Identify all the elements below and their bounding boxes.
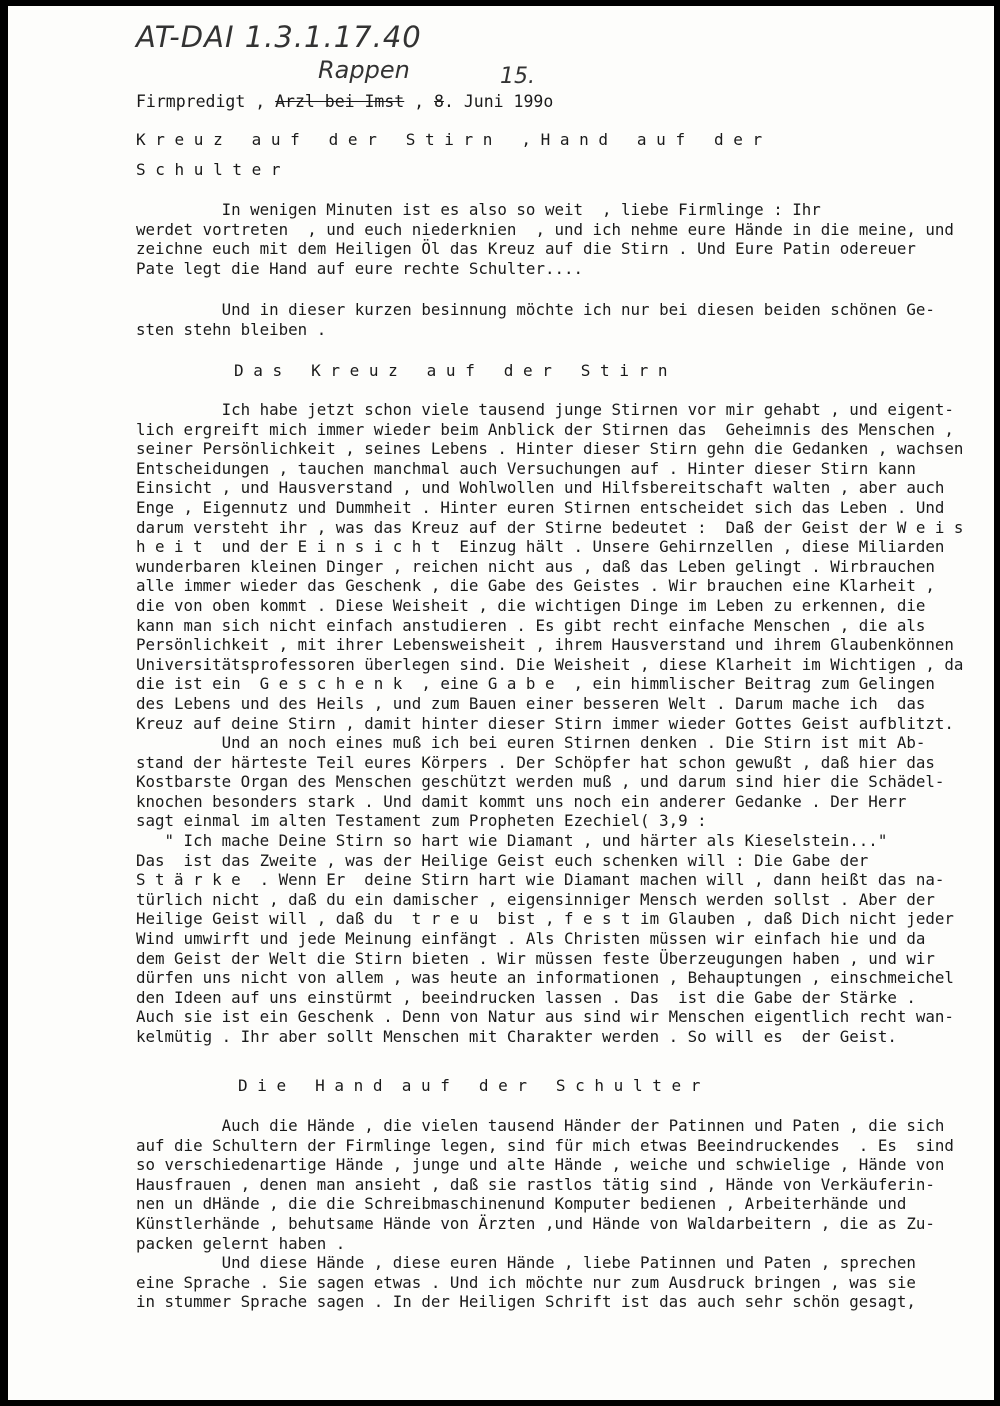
text-line: Auch die Hände , die vielen tausend Händer der Patinnen und Paten , die sich xyxy=(136,1116,945,1135)
handwritten-place-correction: Rappen xyxy=(318,56,410,84)
struck-day: 8 xyxy=(434,92,444,111)
text-line: packen gelernt haben . xyxy=(136,1233,346,1253)
main-title-line-1: K r e u z a u f d e r S t i r n , H a n d a u f d e r xyxy=(136,130,763,149)
text-line: alle immer wieder das Geschenk , die Gabe des Geistes . Wir brauchen eine Klarheit , xyxy=(136,576,935,596)
main-title-line-2: S c h u l t e r xyxy=(136,160,281,179)
text-line: knochen besonders stark . Und damit kommt uns noch ein anderer Gedanke . Der Herr xyxy=(136,791,907,811)
text-line: kann man sich nicht einfach anstudieren . Es gibt recht einfache Menschen , die als xyxy=(136,615,926,635)
text-line: die ist ein G e s c h e n k , eine G a b e , ein himmlischer Beitrag zum Gelingen xyxy=(136,674,935,694)
text-line: die von oben kommt . Diese Weisheit , die wichtigen Dinge im Leben zu erkennen, die xyxy=(136,595,926,615)
text-line: h e i t und der E i n s i c h t Einzug hält . Unsere Gehirnzellen , diese Miliarden xyxy=(136,537,945,557)
text-line: nen un dHände , die die Schreibmaschinenund Komputer bedienen , Arbeiterhände und xyxy=(136,1194,907,1214)
text-line: so verschiedenartige Hände , junge und alte Hände , weiche und schwielige , Hände von xyxy=(136,1155,945,1175)
text-line: Universitätsprofessoren überlegen sind. Die Weisheit , diese Klarheit im Wichtigen , da xyxy=(136,654,964,674)
date: . Juni 199o xyxy=(443,92,554,111)
text-line: Hausfrauen , denen man ansieht , daß sie rastlos tätig sind , Hände von Verkäuferin- xyxy=(136,1174,935,1194)
text-line: Und an noch eines muß ich bei euren Stirnen denken . Die Stirn ist mit Ab- xyxy=(136,733,926,753)
header-line: Firmpredigt , Arzl bei Imst , 8. Juni 199o xyxy=(136,92,554,111)
struck-place: Arzl bei Imst xyxy=(275,92,405,111)
intro-paragraph xyxy=(136,200,994,278)
text-line: Enge , Eigennutz und Dummheit . Hinter euren Stirnen entscheidet sich das Leben . Und xyxy=(136,497,945,517)
text-line: stand der härteste Teil eures Körpers . Der Schöpfer hat schon gewußt , daß hier das xyxy=(136,752,935,772)
text-line: Heilige Geist will , daß du t r e u bist , f e s t im Glauben , daß Dich nicht jeder xyxy=(136,909,954,929)
text-line: Und diese Hände , diese euren Hände , liebe Patinnen und Paten , sprechen xyxy=(136,1253,916,1273)
text-line: eine Sprache . Sie sagen etwas . Und ich möchte nur zum Ausdruck bringen , was sie xyxy=(136,1272,916,1292)
text-line: Einsicht , und Hausverstand , und Wohlwollen und Hilfsbereitschaft walten , aber auch xyxy=(136,478,945,498)
text-line: lich ergreift mich immer wieder beim Anblick der Stirnen das Geheimnis des Menschen , xyxy=(136,419,954,439)
text-line: In wenigen Minuten ist es also so weit , liebe Firmlinge : Ihr xyxy=(136,200,821,219)
text-line: Und in dieser kurzen besinnung möchte ich nur bei diesen beiden schönen Ge- xyxy=(136,300,935,319)
text-line: zeichne euch mit dem Heiligen Öl das Kreuz auf die Stirn . Und Eure Patin odereuer xyxy=(136,239,916,259)
text-line: Entscheidungen , tauchen manchmal auch Versuchungen auf . Hinter dieser Stirn kann xyxy=(136,458,916,478)
text-line: Das ist das Zweite , was der Heilige Geist euch schenken will : Die Gabe der xyxy=(136,850,869,870)
handwritten-day-correction: 15. xyxy=(500,64,535,89)
text-line: den Ideen auf uns einstürmt , beeindrucken lassen . Das ist die Gabe der Stärke . xyxy=(136,987,916,1007)
archive-reference: AT-DAI 1.3.1.17.40 xyxy=(136,20,422,54)
text-line: Persönlichkeit , mit ihrer Lebensweisheit , ihrem Hausverstand und ihrem Glaubenkönnen xyxy=(136,635,954,655)
text-line: auf die Schultern der Firmlinge legen, sind für mich etwas Beeindruckendes . Es sind xyxy=(136,1135,954,1155)
section-title-hand: D i e H a n d a u f d e r S c h u l t e r xyxy=(238,1076,701,1095)
section-title-cross: D a s K r e u z a u f d e r S t i r n xyxy=(234,361,668,380)
text-line: Kreuz auf deine Stirn , damit hinter dieser Stirn immer wieder Gottes Geist aufblitzt. xyxy=(136,713,954,733)
intro-paragraph-2 xyxy=(136,300,994,339)
text-line: dürfen uns nicht von allem , was heute an informationen , Behauptungen , einschmeichel xyxy=(136,968,954,988)
text-line: " Ich mache Deine Stirn so hart wie Diamant , und härter als Kieselstein..." xyxy=(136,831,888,851)
text-line: Ich habe jetzt schon viele tausend junge Stirnen vor mir gehabt , und eigent- xyxy=(136,400,954,419)
text-line: Wind umwirft und jede Meinung einfängt . Als Christen müssen wir einfach hie und da xyxy=(136,929,926,949)
text-line: türlich nicht , daß du ein damischer , eigensinniger Mensch werden sollst . Aber der xyxy=(136,889,935,909)
text-line: wunderbaren kleinen Dinger , reichen nicht aus , daß das Leben gelingt . Wirbrauchen xyxy=(136,556,935,576)
occasion: Firmpredigt xyxy=(136,92,246,111)
text-line: sten stehn bleiben . xyxy=(136,319,327,339)
text-line: sagt einmal im alten Testament zum Propheten Ezechiel( 3,9 : xyxy=(136,811,707,831)
text-line: Künstlerhände , behutsame Hände von Ärzten ,und Hände von Waldarbeitern , die as Zu- xyxy=(136,1213,935,1233)
text-line: S t ä r k e . Wenn Er deine Stirn hart wie Diamant machen will , dann heißt das na- xyxy=(136,870,945,890)
text-line: Kostbarste Organ des Menschen geschützt werden muß , und darum sind hier die Schädel- xyxy=(136,772,945,792)
text-line: kelmütig . Ihr aber sollt Menschen mit Charakter werden . So will es der Geist. xyxy=(136,1027,897,1046)
document-page xyxy=(8,6,994,1400)
section-hand-body xyxy=(136,1116,994,1312)
text-line: in stummer Sprache sagen . In der Heiligen Schrift ist das auch sehr schön gesagt, xyxy=(136,1292,916,1312)
text-line: dem Geist der Welt die Stirn bieten . Wir müssen feste Überzeugungen haben , und wir xyxy=(136,948,935,968)
text-line: seiner Persönlichkeit , seines Lebens . Hinter dieser Stirn gehn die Gedanken , wachsen xyxy=(136,439,964,459)
text-line: Pate legt die Hand auf eure rechte Schulter.... xyxy=(136,258,583,278)
text-line: darum versteht ihr , was das Kreuz auf der Stirne bedeutet : Daß der Geist der W e i s xyxy=(136,517,964,537)
section-cross-body xyxy=(136,400,994,1047)
text-line: Auch sie ist ein Geschenk . Denn von Natur aus sind wir Menschen eigentlich recht wan- xyxy=(136,1007,954,1027)
text-line: des Lebens und des Heils , und zum Bauen einer besseren Welt . Darum mache ich das xyxy=(136,693,926,713)
text-line: werdet vortreten , und euch niederknien , und ich nehme eure Hände in die meine, und xyxy=(136,219,954,239)
